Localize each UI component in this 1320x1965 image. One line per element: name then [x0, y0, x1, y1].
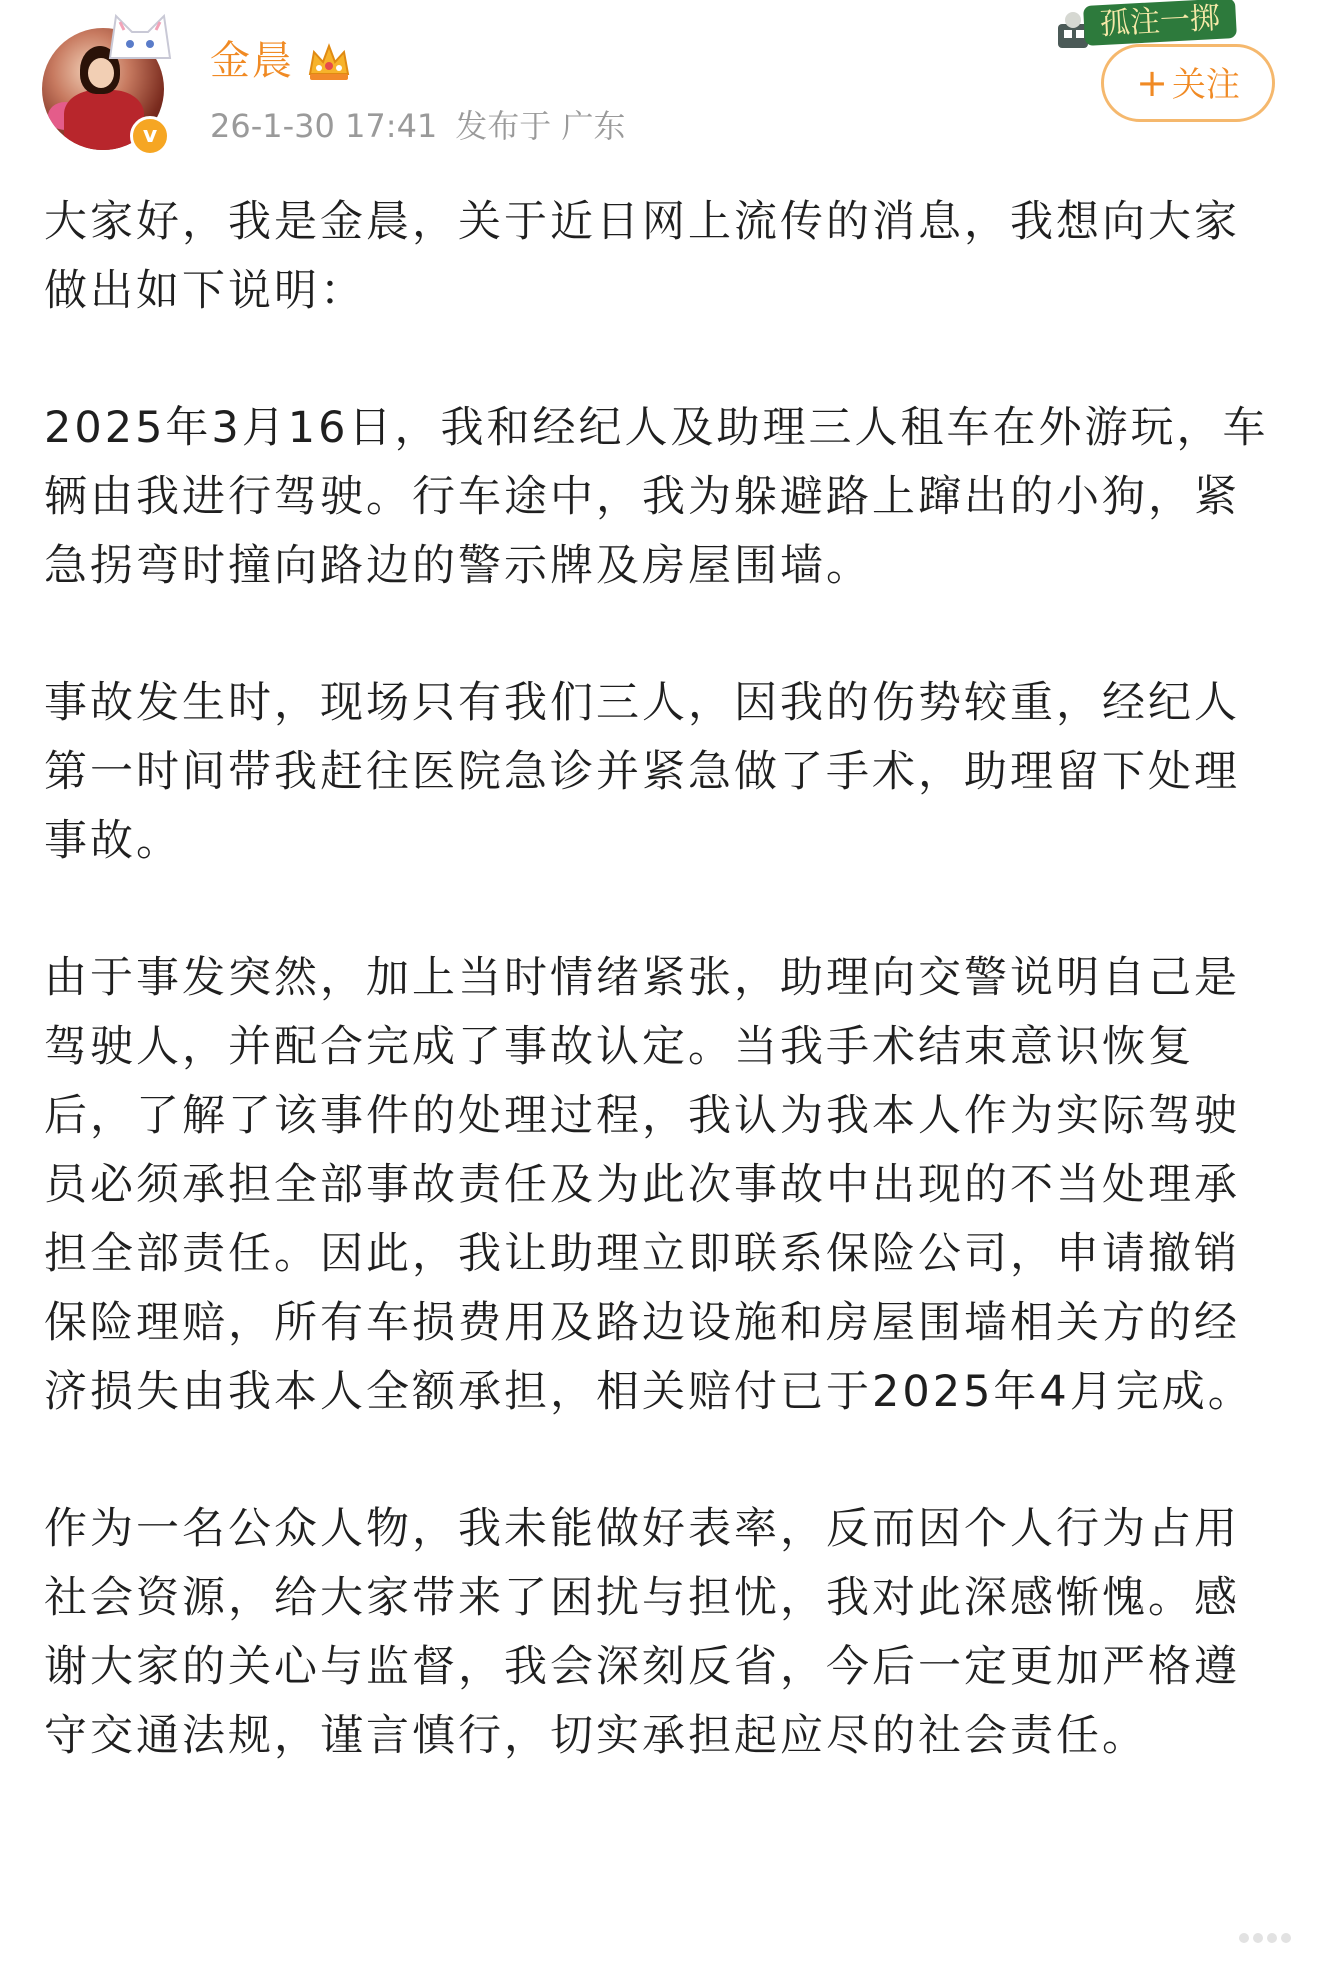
- post-paragraph-1: 大家好，我是金晨，关于近日网上流传的消息，我想向大家做出如下说明：: [44, 197, 1240, 316]
- user-name[interactable]: 金晨: [210, 38, 294, 84]
- watermark-icon: [1232, 1923, 1300, 1953]
- plus-icon: +: [1136, 61, 1168, 105]
- post-meta: [210, 104, 625, 148]
- verified-badge-icon: v: [130, 116, 170, 156]
- avatar[interactable]: [42, 28, 170, 156]
- post-body: [44, 188, 1280, 1771]
- avatar-frame-cat-icon: [100, 8, 180, 62]
- post-header: [0, 0, 1320, 160]
- crown-icon: [306, 40, 352, 84]
- post-location: 发布于 广东: [455, 107, 626, 145]
- post-paragraph-3: 事故发生时，现场只有我们三人，因我的伤势较重，经纪人第一时间带我赶往医院急诊并紧急做了手术，助理留下处理事故。: [44, 678, 1240, 866]
- post-timestamp: 26-1-30 17:41: [210, 107, 438, 145]
- sticker-text: 孤注一掷: [1083, 0, 1237, 46]
- follow-label: 关注: [1171, 65, 1240, 105]
- follow-button[interactable]: [1101, 44, 1275, 122]
- post-paragraph-2: 2025年3月16日，我和经纪人及助理三人租车在外游玩，车辆由我进行驾驶。行车途中，我为躲避路上蹿出的小狗，紧急拐弯时撞向路边的警示牌及房屋围墙。: [44, 403, 1269, 591]
- avatar-face: [88, 58, 114, 88]
- post-paragraph-4: 由于事发突然，加上当时情绪紧张，助理向交警说明自己是驾驶人，并配合完成了事故认定。当我手术结束意识恢复后，了解了该事件的处理过程，我认为我本人作为实际驾驶员必须承担全部事故责任及为此次事故中出现的不当处理承担全部责任。因此，我让助理立即联系保险公司，申请撤销保险理赔，所有车损费用及路边设施和房屋围墙相关方的经济损失由我本人全额承担，相关赔付已于2025年4月完成。: [44, 953, 1254, 1417]
- post-paragraph-5: 作为一名公众人物，我未能做好表率，反而因个人行为占用社会资源，给大家带来了困扰与担忧，我对此深感惭愧。感谢大家的关心与监督，我会深刻反省，今后一定更加严格遵守交通法规，谨言慎行，切实承担起应尽的社会责任。: [44, 1504, 1240, 1761]
